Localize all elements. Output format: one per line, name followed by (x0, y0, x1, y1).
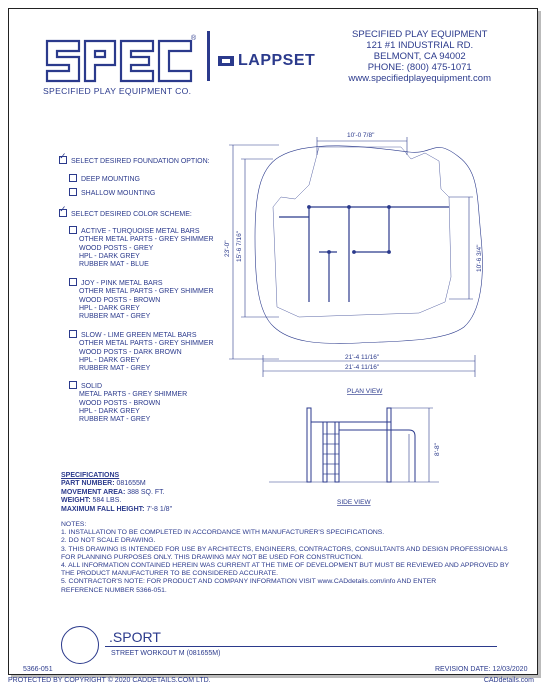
spec-row: WEIGHT: 584 LBS. (61, 497, 122, 505)
color-option-slow[interactable]: SLOW - LIME GREEN METAL BARS OTHER METAL PARTS - GREY SHIMMER WOOD POSTS - DARK BROWN HPL - DARK GREY RUBBER MAT - GREY (69, 331, 214, 374)
logo-divider (207, 31, 210, 81)
company-info (348, 29, 491, 84)
color-option-active[interactable]: ACTIVE - TURQUOISE METAL BARS OTHER METAL PARTS - GREY SHIMMER WOOD POSTS - GREY HPL - DARK GREY RUBBER MAT - BLUE (69, 227, 214, 270)
specifications-title: SPECIFICATIONS (61, 472, 120, 479)
dim-side-height: 8'-8" (434, 443, 441, 456)
foundation-option-deep[interactable]: DEEP MOUNTING (69, 175, 140, 184)
side-view-label: SIDE VIEW (337, 499, 371, 506)
registered-mark: ® (191, 35, 197, 42)
brand-tagline: SPECIFIED PLAY EQUIPMENT CO. (43, 86, 192, 96)
spec-logo (39, 29, 199, 99)
note-line: 2. DO NOT SCALE DRAWING. (61, 537, 156, 545)
notes-title: NOTES: (61, 521, 87, 528)
foundation-heading: ✓SELECT DESIRED FOUNDATION OPTION: (59, 157, 210, 166)
post-marker (347, 205, 350, 208)
lappset-mark-icon (216, 54, 236, 68)
dim-bottom-outer: 21'-4 11/16" (345, 364, 380, 371)
company-address-2: BELMONT, CA 94002 (373, 51, 466, 62)
notes (61, 521, 509, 595)
company-website[interactable]: www.specifiedplayequipment.com (348, 73, 491, 84)
dim-left-outer: 23'-0" (224, 240, 231, 257)
caddetails-brand[interactable]: CADdetails.com (483, 677, 534, 684)
post-marker (352, 250, 355, 253)
drawing-sheet (8, 8, 538, 675)
footer (8, 673, 538, 691)
title-block-rule (105, 646, 497, 647)
plan-view-drawing (219, 127, 499, 397)
movement-area-outline (255, 146, 482, 344)
note-line: 4. ALL INFORMATION CONTAINED HEREIN WAS CURRENT AT THE TIME OF DEVELOPMENT BUT MUST BE REVIEWED AND APPROVED BY (61, 562, 510, 570)
title-block-circle (61, 626, 99, 664)
plan-view-label: PLAN VIEW (347, 388, 383, 395)
note-line: 1. INSTALLATION TO BE COMPLETED IN ACCORDANCE WITH MANUFACTURER'S SPECIFICATIONS. (61, 529, 385, 537)
dim-right: 10'-6 3/4" (476, 244, 483, 272)
checkbox-icon[interactable] (69, 381, 77, 389)
checkbox-icon[interactable] (69, 188, 77, 196)
spec-row: MOVEMENT AREA: 388 SQ. FT. (61, 488, 165, 496)
note-line: REFERENCE NUMBER 5366-051. (61, 586, 167, 594)
checkbox-icon[interactable] (69, 174, 77, 182)
color-scheme-heading: ✓SELECT DESIRED COLOR SCHEME: (59, 210, 192, 219)
checkbox-icon[interactable] (69, 330, 77, 338)
dim-left-inner: 15'-6 7/16" (236, 230, 243, 262)
company-name: SPECIFIED PLAY EQUIPMENT (352, 29, 488, 40)
foundation-checked-icon (59, 156, 67, 164)
spec-row: MAXIMUM FALL HEIGHT: 7'-8 1/8" (61, 505, 173, 513)
post-marker (387, 205, 390, 208)
note-line: 5. CONTRACTOR'S NOTE: FOR PRODUCT AND COMPANY INFORMATION VISIT www.CADdetails.com/info AND ENTER (61, 578, 437, 586)
dim-bottom-inner: 21'-4 11/16" (345, 354, 380, 361)
note-line: THE PRODUCT MANUFACTURER TO BE CONSIDERED ACCURATE. (61, 570, 279, 578)
company-phone: PHONE: (800) 475-1071 (367, 62, 472, 73)
post-marker (307, 205, 310, 208)
color-checked-icon (59, 209, 67, 217)
lappset-wordmark: LAPPSET (238, 52, 316, 69)
note-line: FOR PLANNING PURPOSES ONLY. THIS DRAWING MAY NOT BE USED FOR CONSTRUCTION. (61, 553, 363, 561)
revision-date: REVISION DATE: 12/03/2020 (435, 666, 528, 673)
spec-logo-icon (39, 29, 199, 91)
dim-top-width: 10'-0 7/8" (347, 132, 375, 139)
checkbox-icon[interactable] (69, 278, 77, 286)
side-view-drawing (259, 394, 459, 509)
reference-number: 5366-051 (23, 666, 53, 673)
post-marker (387, 250, 390, 253)
title-block-series: .SPORT (109, 629, 161, 645)
lappset-logo (216, 53, 315, 69)
checkbox-icon[interactable] (69, 226, 77, 234)
foundation-option-shallow[interactable]: SHALLOW MOUNTING (69, 189, 155, 198)
specifications (61, 472, 172, 514)
note-line: 3. THIS DRAWING IS INTENDED FOR USE BY ARCHITECTS, ENGINEERS, CONTRACTORS, CONSULTANTS AND DESIGN PROFESSIONALS (61, 545, 508, 553)
inner-area-outline (273, 147, 451, 317)
post-marker (327, 250, 330, 253)
color-option-solid[interactable]: SOLID METAL PARTS - GREY SHIMMER WOOD POSTS - BROWN HPL - DARK GREY RUBBER MAT - GREY (69, 382, 187, 425)
spec-row: PART NUMBER: 081655M (61, 480, 146, 488)
color-option-joy[interactable]: JOY - PINK METAL BARS OTHER METAL PARTS - GREY SHIMMER WOOD POSTS - BROWN HPL - DARK GREY RUBBER MAT - GREY (69, 279, 214, 322)
company-address-1: 121 #1 INDUSTRIAL RD. (366, 40, 474, 51)
title-block-product: STREET WORKOUT M (081655M) (111, 650, 221, 657)
copyright-notice: PROTECTED BY COPYRIGHT © 2020 CADDETAILS.COM LTD. (8, 677, 211, 684)
